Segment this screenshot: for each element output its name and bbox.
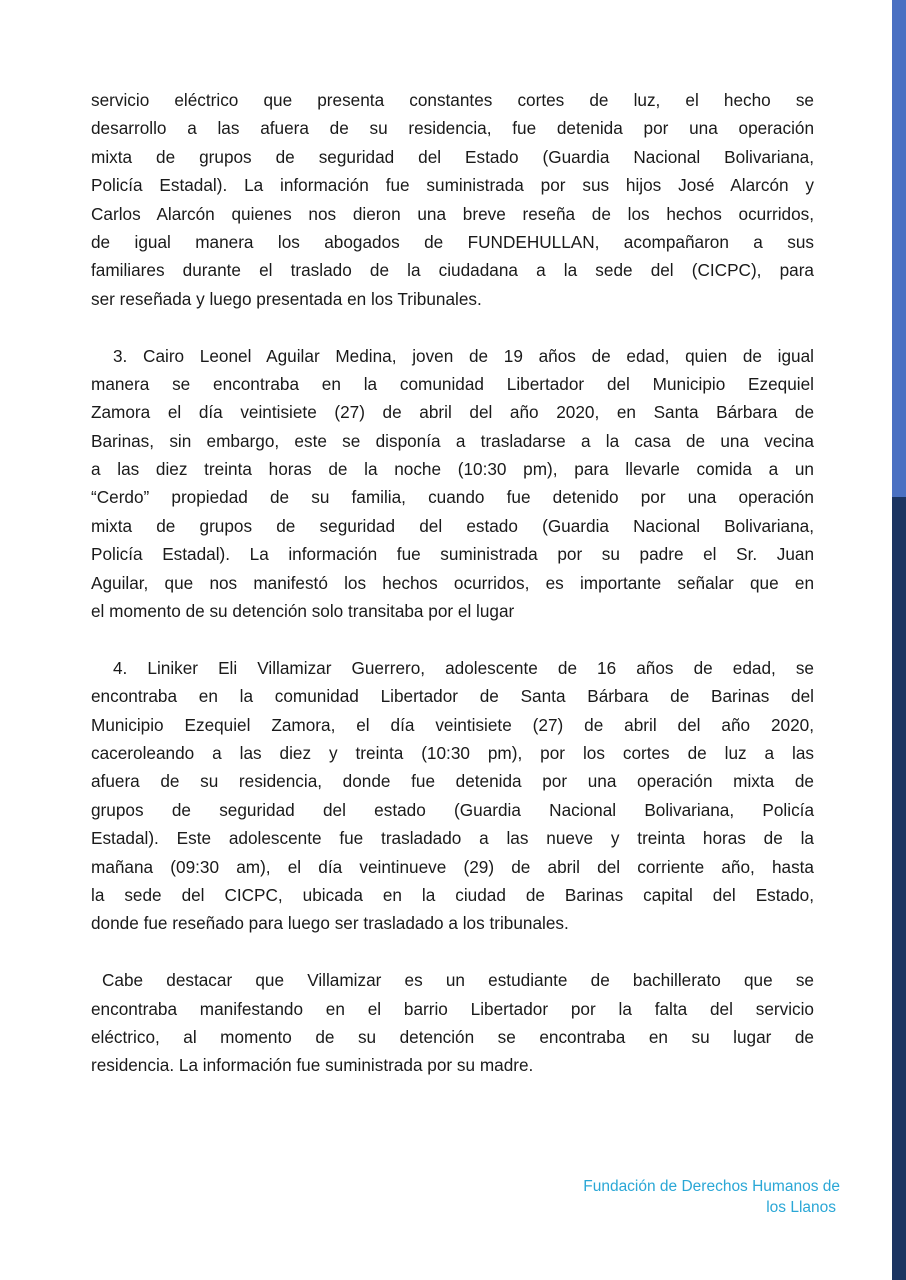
text-line: manera se encontraba en la comunidad Libertador del Municipio Ezequiel xyxy=(91,373,814,394)
text-line: donde fue reseñado para luego ser trasladado a los tribunales. xyxy=(91,913,569,934)
text-line: Cabe destacar que Villamizar es un estudiante de bachillerato que se xyxy=(102,970,814,991)
text-line: ser reseñada y luego presentada en los Tribunales. xyxy=(91,288,482,309)
text-line: Policía Estadal). La información fue suministrada por su padre el Sr. Juan xyxy=(91,544,814,565)
paragraph-closing xyxy=(91,966,814,1080)
text-line: servicio eléctrico que presenta constantes cortes de luz, el hecho se xyxy=(91,90,814,110)
paragraph-item-4 xyxy=(91,654,814,938)
footer-organization-name xyxy=(583,1176,840,1218)
text-line: 4. Liniker Eli Villamizar Guerrero, adolescente de 16 años de edad, se xyxy=(113,657,814,678)
text-line: Carlos Alarcón quienes nos dieron una breve reseña de los hechos ocurridos, xyxy=(91,203,814,224)
text-line: Aguilar, que nos manifestó los hechos ocurridos, es importante señalar que en xyxy=(91,572,814,593)
text-line: encontraba manifestando en el barrio Libertador por la falta del servicio xyxy=(91,998,814,1019)
text-line: mixta de grupos de seguridad del estado (Guardia Nacional Bolivariana, xyxy=(91,515,814,536)
document-body xyxy=(91,86,814,1108)
text-line: a las diez treinta horas de la noche (10:30 pm), para llevarle comida a un xyxy=(91,459,814,480)
text-line: Policía Estadal). La información fue suministrada por sus hijos José Alarcón y xyxy=(91,175,814,196)
text-line: la sede del CICPC, ubicada en la ciudad de Barinas capital del Estado, xyxy=(91,884,814,905)
text-line: Barinas, sin embargo, este se disponía a trasladarse a la casa de una vecina xyxy=(91,430,814,451)
text-line: caceroleando a las diez y treinta (10:30 pm), por los cortes de luz a las xyxy=(91,742,814,763)
text-line: mixta de grupos de seguridad del Estado (Guardia Nacional Bolivariana, xyxy=(91,146,814,167)
text-line: encontraba en la comunidad Libertador de Santa Bárbara de Barinas del xyxy=(91,686,814,707)
text-line: afuera de su residencia, donde fue detenida por una operación mixta de xyxy=(91,771,814,792)
text-line: Zamora el día veintisiete (27) de abril del año 2020, en Santa Bárbara de xyxy=(91,402,814,423)
side-accent-bar-bottom xyxy=(892,497,906,1280)
footer-line-2: los Llanos xyxy=(766,1199,836,1216)
text-line: “Cerdo” propiedad de su familia, cuando fue detenido por una operación xyxy=(91,487,814,508)
text-line: de igual manera los abogados de FUNDEHULLAN, acompañaron a sus xyxy=(91,231,814,252)
text-line: Municipio Ezequiel Zamora, el día veintisiete (27) de abril del año 2020, xyxy=(91,714,814,735)
text-line: 3. Cairo Leonel Aguilar Medina, joven de 19 años de edad, quien de igual xyxy=(113,345,814,366)
text-line: Estadal). Este adolescente fue trasladado a las nueve y treinta horas de la xyxy=(91,828,814,849)
text-line: el momento de su detención solo transitaba por el lugar xyxy=(91,601,515,622)
text-line: mañana (09:30 am), el día veintinueve (29) de abril del corriente año, hasta xyxy=(91,856,814,877)
text-line: eléctrico, al momento de su detención se encontraba en su lugar de xyxy=(91,1026,814,1047)
text-line: familiares durante el traslado de la ciudadana a la sede del (CICPC), para xyxy=(91,260,814,281)
paragraph-continuation xyxy=(91,86,814,313)
footer-line-1: Fundación de Derechos Humanos de xyxy=(583,1178,840,1195)
side-accent-bar-top xyxy=(892,0,906,497)
text-line: desarrollo a las afuera de su residencia, fue detenida por una operación xyxy=(91,118,814,139)
text-line: residencia. La información fue suministrada por su madre. xyxy=(91,1055,534,1076)
paragraph-item-3 xyxy=(91,342,814,626)
text-line: grupos de seguridad del estado (Guardia Nacional Bolivariana, Policía xyxy=(91,799,814,820)
